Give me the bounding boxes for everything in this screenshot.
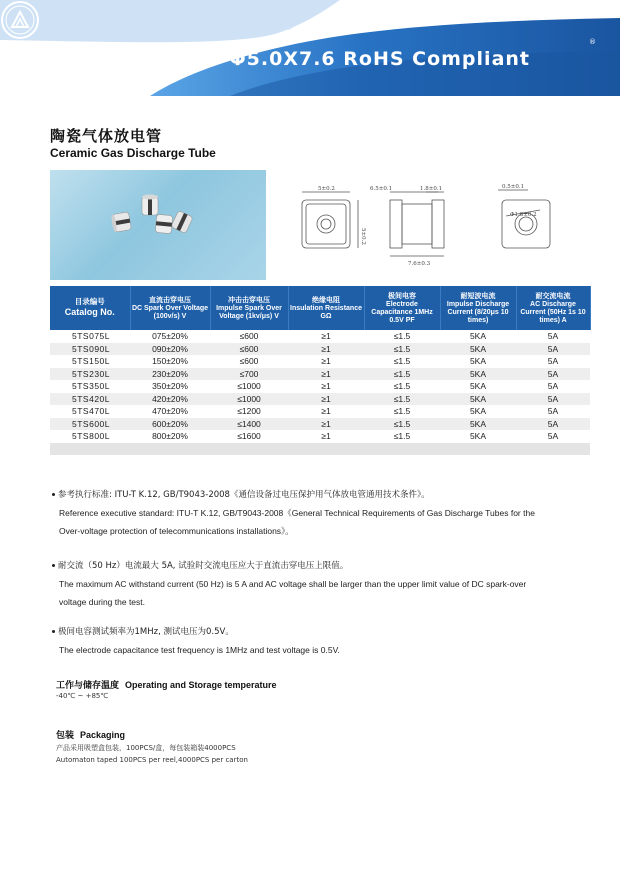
table-row [50, 393, 590, 406]
dim-hole-diameter: Φ1.8±0.2 [510, 212, 537, 218]
gas-tube-photo-image [50, 170, 266, 280]
dim-end-offset: 0.5±0.1 [502, 184, 525, 190]
cell-dc: 350±20% [130, 380, 210, 393]
cell-impulse-current: 5KA [440, 330, 516, 343]
product-title-en: Ceramic Gas Discharge Tube [50, 146, 216, 160]
cell-catalog: 5TS600L [50, 418, 130, 431]
dim-front-height: 5±0.2 [360, 228, 366, 245]
cell-dc: 420±20% [130, 393, 210, 406]
cell-dc: 075±20% [130, 330, 210, 343]
cell-impulse: ≤1000 [210, 380, 288, 393]
note-standard-en-1: Reference executive standard: ITU-T K.12, GB/T9043-2008《General Technical Requirements of Gas Discharge Tubes for the [59, 508, 535, 518]
cell-dc: 150±20% [130, 355, 210, 368]
cell-capacitance: ≤1.5 [364, 380, 440, 393]
table-row [50, 418, 590, 431]
cell-ac-current: 5A [516, 355, 590, 368]
cell-catalog: 5TS075L [50, 330, 130, 343]
cell-catalog: 5TS090L [50, 343, 130, 356]
cell-impulse-current: 5KA [440, 393, 516, 406]
note-cap-en: The electrode capacitance test frequency is 1MHz and test voltage is 0.5V. [59, 645, 340, 655]
cell-ac-current: 5A [516, 405, 590, 418]
cell-insulation: ≥1 [288, 380, 364, 393]
note-ac-en-1: The maximum AC withstand current (50 Hz) is 5 A and AC voltage shall be larger than the upper limit value of DC spark-over [59, 579, 527, 589]
cell-impulse: ≤1600 [210, 430, 288, 443]
cell-insulation: ≥1 [288, 430, 364, 443]
cell-ac-current: 5A [516, 330, 590, 343]
cell-catalog: 5TS230L [50, 368, 130, 381]
cell-ac-current: 5A [516, 368, 590, 381]
note-ac [52, 557, 582, 611]
cell-impulse: ≤600 [210, 355, 288, 368]
cell-capacitance: ≤1.5 [364, 330, 440, 343]
table-row [50, 430, 590, 443]
packaging-heading-en: Packaging [80, 730, 126, 740]
header-impulse-current: 耐短波电流 Impulse Discharge Current (8/20μs 10 times) [440, 286, 516, 330]
cell-capacitance: ≤1.5 [364, 343, 440, 356]
header-capacitance: 极间电容 Electrode Capacitance 1MHz 0.5V PF [364, 286, 440, 330]
cell-insulation: ≥1 [288, 393, 364, 406]
dim-overall-length: 7.6±0.3 [408, 261, 431, 267]
dimension-drawing [266, 170, 590, 280]
bullet-icon [52, 564, 55, 567]
header-catalog: 目录编号 Catalog No. [50, 286, 130, 330]
cell-ac-current: 5A [516, 418, 590, 431]
cell-catalog: 5TS800L [50, 430, 130, 443]
cell-ac-current: 5A [516, 393, 590, 406]
cell-capacitance: ≤1.5 [364, 405, 440, 418]
cell-capacitance: ≤1.5 [364, 368, 440, 381]
header-impulse-spark: 冲击击穿电压 Impulse Spark Over Voltage (1kv/μs) V [210, 286, 288, 330]
header-title: 5TS Φ5.0X7.6 RoHS Compliant [179, 48, 530, 70]
packaging-line-cn: 产品采用吸塑盒包装，100PCS/盒，每包装箱装4000PCS [56, 744, 236, 752]
cell-impulse-current: 5KA [440, 405, 516, 418]
dim-electrode-width: 1.8±0.1 [420, 186, 443, 192]
cell-ac-current: 5A [516, 430, 590, 443]
header-insulation: 绝缘电阻 Insulation Resistance GΩ [288, 286, 364, 330]
cell-catalog: 5TS350L [50, 380, 130, 393]
cell-impulse: ≤700 [210, 368, 288, 381]
dimension-drawing-svg [266, 170, 590, 280]
table-row [50, 380, 590, 393]
cell-catalog: 5TS150L [50, 355, 130, 368]
cell-impulse-current: 5KA [440, 343, 516, 356]
table-row [50, 355, 590, 368]
temperature-range: -40℃ ~ +85℃ [56, 692, 109, 700]
cell-ac-current: 5A [516, 343, 590, 356]
cell-dc: 090±20% [130, 343, 210, 356]
note-standard-cn: 参考执行标准: ITU-T K.12, GB/T9043-2008《通信设备过电压保护用气体放电管通用技术条件》。 [58, 490, 430, 500]
note-standard-en-2: Over-voltage protection of telecommunications installations》。 [59, 526, 294, 536]
cell-insulation: ≥1 [288, 355, 364, 368]
cell-insulation: ≥1 [288, 368, 364, 381]
triangle-logo-icon [0, 0, 40, 40]
packaging-line-en: Automaton taped 100PCS per reel,4000PCS per carton [56, 756, 248, 764]
packaging-heading [56, 728, 125, 741]
dim-flange-width: 6.5±0.1 [370, 186, 393, 192]
header-dc-spark: 直流击穿电压 DC Spark Over Voltage (100v/s) V [130, 286, 210, 330]
cell-impulse-current: 5KA [440, 368, 516, 381]
cell-insulation: ≥1 [288, 343, 364, 356]
cell-insulation: ≥1 [288, 418, 364, 431]
table-row [50, 330, 590, 343]
registered-mark: ® [589, 38, 596, 46]
temperature-heading-en: Operating and Storage temperature [125, 680, 277, 690]
table-row [50, 368, 590, 381]
cell-impulse: ≤600 [210, 330, 288, 343]
header-ac-current: 耐交流电流 AC Discharge Current (50Hz 1s 10 times) A [516, 286, 590, 330]
note-standard [52, 486, 582, 540]
cell-insulation: ≥1 [288, 405, 364, 418]
table-footer-row [50, 443, 590, 455]
cell-impulse-current: 5KA [440, 355, 516, 368]
cell-catalog: 5TS470L [50, 405, 130, 418]
header-band [0, 0, 620, 96]
temperature-heading [56, 678, 277, 691]
cell-impulse: ≤1400 [210, 418, 288, 431]
cell-ac-current: 5A [516, 380, 590, 393]
temperature-heading-cn: 工作与储存温度 [56, 681, 120, 691]
product-photo [50, 170, 266, 280]
dim-front-width: 5±0.2 [318, 186, 335, 192]
cell-insulation: ≥1 [288, 330, 364, 343]
packaging-heading-cn: 包装 [56, 731, 75, 741]
note-cap-cn: 极间电容测试频率为1MHz, 测试电压为0.5V。 [58, 627, 234, 637]
cell-dc: 600±20% [130, 418, 210, 431]
cell-impulse: ≤600 [210, 343, 288, 356]
cell-dc: 230±20% [130, 368, 210, 381]
cell-dc: 800±20% [130, 430, 210, 443]
spec-table-header [50, 286, 590, 330]
cell-capacitance: ≤1.5 [364, 418, 440, 431]
cell-impulse: ≤1000 [210, 393, 288, 406]
cell-catalog: 5TS420L [50, 393, 130, 406]
note-ac-en-2: voltage during the test. [59, 597, 146, 607]
cell-impulse-current: 5KA [440, 418, 516, 431]
table-row [50, 343, 590, 356]
note-ac-cn: 耐交流（50 Hz）电流最大 5A, 试验时交流电压应大于直流击穿电压上限值。 [58, 561, 349, 571]
cell-dc: 470±20% [130, 405, 210, 418]
spec-table [50, 286, 591, 455]
cell-capacitance: ≤1.5 [364, 393, 440, 406]
note-capacitance [52, 623, 582, 659]
product-title-cn: 陶瓷气体放电管 [50, 127, 163, 145]
cell-capacitance: ≤1.5 [364, 355, 440, 368]
bullet-icon [52, 630, 55, 633]
cell-impulse-current: 5KA [440, 430, 516, 443]
cell-impulse: ≤1200 [210, 405, 288, 418]
cell-impulse-current: 5KA [440, 380, 516, 393]
cell-capacitance: ≤1.5 [364, 430, 440, 443]
table-row [50, 405, 590, 418]
bullet-icon [52, 493, 55, 496]
